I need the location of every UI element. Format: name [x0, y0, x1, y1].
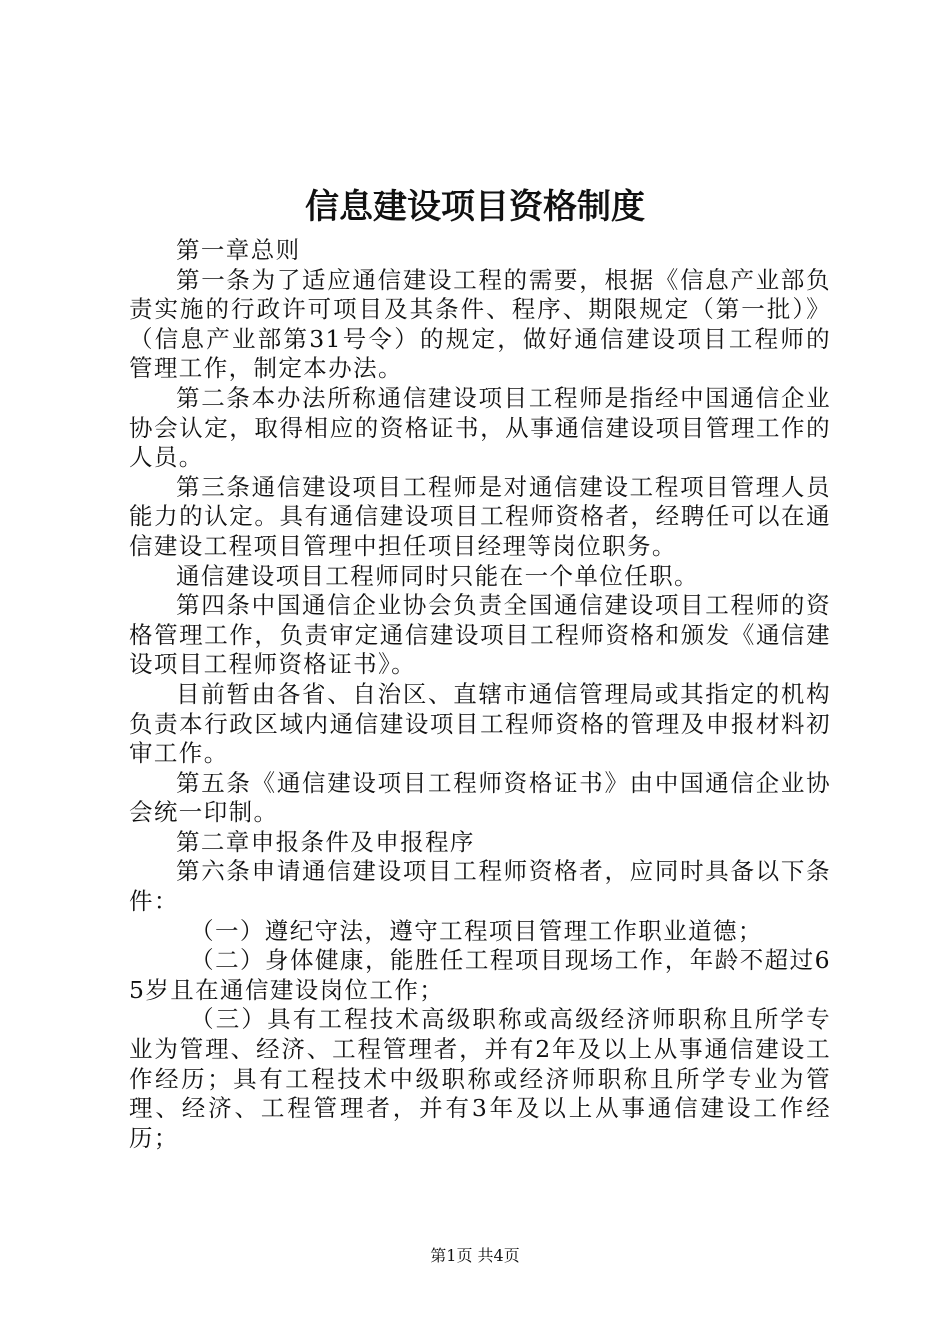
paragraph: 第一条为了适应通信建设工程的需要，根据《信息产业部负责实施的行政许可项目及其条件、程序、期限规定（第一批）》（信息产业部第31号令）的规定，做好通信建设项目工程师的管理工作，制定本办法。	[129, 265, 831, 383]
paragraph: 第四条中国通信企业协会负责全国通信建设项目工程师的资格管理工作，负责审定通信建设项目工程师资格和颁发《通信建设项目工程师资格证书》。	[129, 591, 831, 679]
page-footer: 第1页 共4页	[430, 1246, 520, 1265]
paragraph: 第三条通信建设项目工程师是对通信建设工程项目管理人员能力的认定。具有通信建设项目工程师资格者，经聘任可以在通信建设工程项目管理中担任项目经理等岗位职务。	[129, 472, 831, 560]
list-item: （三）具有工程技术高级职称或高级经济师职称且所学专业为管理、经济、工程管理者，并有2年及以上从事通信建设工作经历；具有工程技术中级职称或经济师职称且所学专业为管理、经济、工程管理者，并有3年及以上从事通信建设工作经历；	[129, 1005, 831, 1152]
paragraph: 目前暂由各省、自治区、直辖市通信管理局或其指定的机构负责本行政区域内通信建设项目工程师资格的管理及申报材料初审工作。	[129, 679, 831, 768]
list-item: （一）遵纪守法，遵守工程项目管理工作职业道德；	[190, 916, 763, 945]
paragraph: 第二条本办法所称通信建设项目工程师是指经中国通信企业协会认定，取得相应的资格证书，从事通信建设项目管理工作的人员。	[129, 383, 831, 472]
chapter-heading: 第二章申报条件及申报程序	[176, 827, 475, 856]
paragraph: 第六条申请通信建设项目工程师资格者，应同时具备以下条件：	[129, 857, 831, 916]
paragraph: 第五条《通信建设项目工程师资格证书》由中国通信企业协会统一印制。	[129, 768, 831, 827]
list-item: （二）身体健康，能胜任工程项目现场工作，年龄不超过65岁且在通信建设岗位工作；	[129, 946, 831, 1004]
document-body	[129, 236, 831, 1153]
document-title: 信息建设项目资格制度	[305, 187, 645, 227]
paragraph: 通信建设项目工程师同时只能在一个单位任职。	[176, 561, 699, 590]
chapter-heading: 第一章总则	[176, 236, 301, 264]
